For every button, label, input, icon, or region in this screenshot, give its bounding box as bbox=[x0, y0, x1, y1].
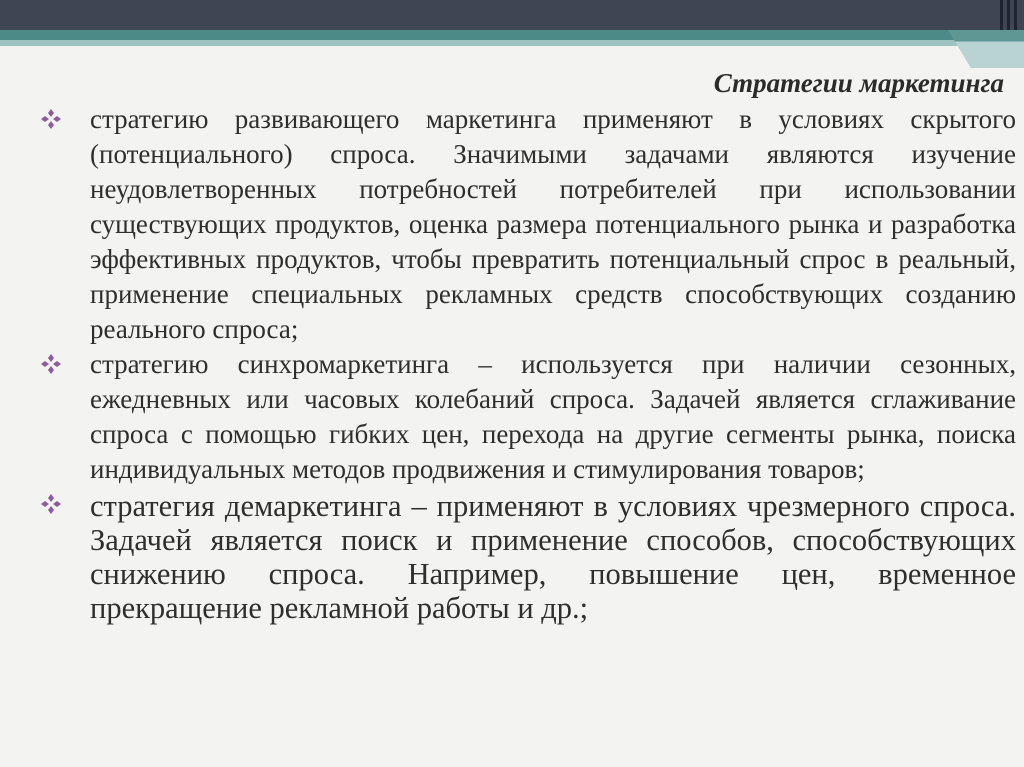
bullet-text: стратегию развивающего маркетинга применяют в условиях скрытого (потенциального) спроса. Значимыми задачами являются изучение неудовлетворенных потребностей потребителей при использовании существующих продуктов, оценка размера потенциального рынка и разработка эффективных продуктов, чтобы превратить потенциальный спрос в реальный, применение специальных рекламных средств способствующих созданию реального спроса; bbox=[90, 104, 1016, 344]
bullet-list bbox=[40, 102, 1016, 625]
header-band-teal bbox=[0, 30, 1024, 40]
diamond-bullet-icon bbox=[40, 108, 62, 130]
bullet-item-synchromarketing bbox=[40, 347, 1016, 487]
slide-content bbox=[0, 46, 1024, 767]
bullet-text: стратегию синхромаркетинга – используется при наличии сезонных, ежедневных или часовых колебаний спроса. Задачей является сглаживание спроса с помощью гибких цен, перехода на другие сегменты рынка, поиска индивидуальных методов продвижения и стимулирования товаров; bbox=[90, 349, 1016, 484]
header-band-dark bbox=[0, 0, 1024, 30]
header-rule-3 bbox=[1014, 0, 1017, 30]
slide-title: Стратегии маркетинга bbox=[713, 68, 1004, 98]
bullet-text: стратегия демаркетинга – применяют в условиях чрезмерного спроса. Задачей является поиск и применение способов, способствующих снижению спроса. Например, повышение цен, временное прекращение рекламной работы и др.; bbox=[90, 489, 1016, 625]
diamond-bullet-icon bbox=[40, 493, 62, 515]
diamond-bullet-icon bbox=[40, 353, 62, 375]
bullet-item-demarketing bbox=[40, 489, 1016, 625]
bullet-item-developing-marketing bbox=[40, 102, 1016, 347]
header-rule-2 bbox=[1007, 0, 1010, 30]
header-rule-1 bbox=[1000, 0, 1003, 30]
